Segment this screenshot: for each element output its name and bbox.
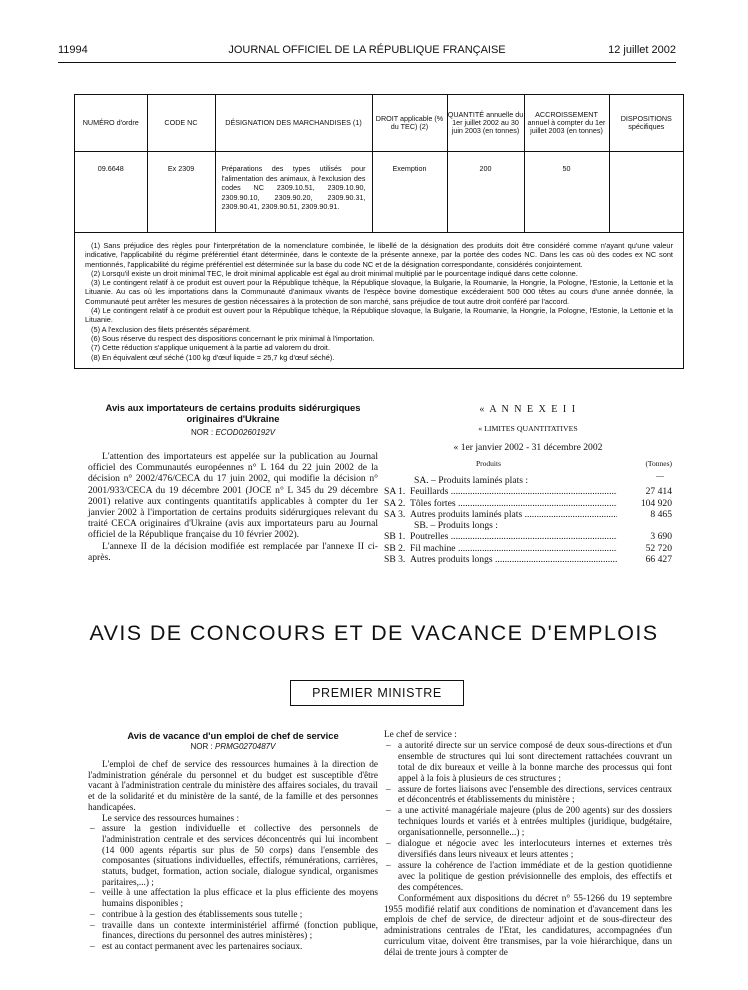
table-footnotes xyxy=(75,232,683,368)
chef-list xyxy=(384,741,672,894)
page-number: 11994 xyxy=(58,44,88,56)
paragraph: L'attention des importateurs est appelée sur la publication au Journal officiel des Communautés européennes n° L 164 du 22 juin 2002 de la décision n° 2002/476/CECA du 17 juin 2002, qui modifie la décision n° 2001/933/CECA du 19 décembre 2001 (JOCE n° L 345 du 29 décembre 2001) relative aux contingents quantitatifs applicables à compter du 1er janvier 2002 à l'importation de certains produits sidérurgiques relevant du traité CECA originaires d'Ukraine (avis aux importateurs paru au Journal officiel de la République française du 10 février 2002). xyxy=(88,451,378,541)
service-list xyxy=(88,824,378,952)
footnote: (4) Le contingent relatif à ce produit est ouvert pour la République tchèque, la République slovaque, la Bulgarie, la Roumanie, la Hongrie, la Pologne, l'Estonie, la Lettonie et la Lituanie. xyxy=(85,306,673,325)
list-item: – est au contact permanent avec les partenaires sociaux. xyxy=(88,942,378,953)
product-code: SB 2. xyxy=(384,542,406,554)
product-code: SB 1. xyxy=(384,531,406,543)
annexe-period: « 1er janvier 2002 - 31 décembre 2002 xyxy=(453,442,603,453)
footnote: (2) Lorsqu'il existe un droit minimal TEC, le droit minimal applicable est égal au droit minimal multiplié par le pourcentage indiqué dans cette colonne. xyxy=(91,268,578,278)
nor-code: PRMG0270487V xyxy=(214,742,276,751)
section-heading: SB. – Produits longs : xyxy=(414,520,498,532)
list-item xyxy=(384,509,672,520)
paragraph: L'emploi de chef de service des ressources humaines à la direction de l'administration générale du personnel et du budget est susceptible d'être vacant à l'administration centrale du ministère des affaires sociales, du travail et de la solidarité et du ministère de la santé, de la famille et des personnes handicapées. xyxy=(88,760,378,813)
avis-importateurs xyxy=(88,402,378,563)
product-code: SB 3. xyxy=(384,554,406,566)
publication-date: 12 juillet 2002 xyxy=(608,44,676,56)
table-header-cell: DROIT applicable (% du TEC) (2) xyxy=(372,95,447,152)
table-row xyxy=(75,152,683,233)
cell-code: Ex 2309 xyxy=(147,152,215,233)
table-header-cell: DISPOSITIONS spécifiques xyxy=(609,95,683,152)
table-header-cell: DÉSIGNATION DES MARCHANDISES (1) xyxy=(215,95,372,152)
list-item xyxy=(384,498,672,509)
table-header-cell: NUMÉRO d'ordre xyxy=(75,95,147,152)
avis-vacance-title: Avis de vacance d'un emploi de chef de service xyxy=(127,730,339,741)
page-header xyxy=(58,44,676,60)
list-item: – dialogue et négocie avec les interlocuteurs internes et externes très diversifiés dans leurs niveaux et leurs attentes ; xyxy=(384,839,672,861)
cell-numero: 09.6648 xyxy=(75,152,147,233)
product-value: 66 427 xyxy=(645,554,672,566)
section-heading: SA. – Produits laminés plats : xyxy=(414,475,529,486)
annexe-title: « A N N E X E I I xyxy=(479,404,577,415)
footnote: (8) En équivalent œuf séché (100 kg d'œuf liquide = 25,7 kg d'œuf séché). xyxy=(91,352,335,362)
annexe-ii xyxy=(384,404,672,565)
journal-title: JOURNAL OFFICIEL DE LA RÉPUBLIQUE FRANÇAISE xyxy=(228,44,506,56)
table-header-cell: CODE NC xyxy=(147,95,215,152)
cell-droit: Exemption xyxy=(372,152,447,233)
cell-quantite: 200 xyxy=(447,152,524,233)
product-label: Poutrelles ..... xyxy=(410,531,617,542)
list-item xyxy=(384,554,672,565)
list-item: – assure la gestion individuelle et collective des personnels de l'administration centrale et des services déconcentrés qui lui incombent (14 000 agents répartis sur plus de 50 corps) dans l'ensemble des composantes (situations individuelles, effectifs, rémunérations, carrières, statuts, budget, formation, action sociale, dialogue syndical, organismes paritaires,...) ; xyxy=(88,824,378,888)
avis-vacance-body xyxy=(88,760,378,953)
list-item xyxy=(384,543,672,554)
cell-accroissement: 50 xyxy=(524,152,609,233)
col-unit: (Tonnes) xyxy=(645,459,672,468)
paragraph: Conformément aux dispositions du décret n° 55-1266 du 19 septembre 1955 modifié relatif aux conditions de nomination et d'avancement dans les emplois de chef de service, de directeur adjoint et de sous-directeur des administrations centrales de l'Etat, les candidatures, accompagnées d'un curriculum vitae, doivent être transmises, par la voie hiérarchique, dans un délai de trente jours à compter de xyxy=(384,893,672,959)
product-value: 3 690 xyxy=(650,531,672,543)
nor-code: ECOD0260192V xyxy=(215,428,276,437)
cell-designation: Préparations des types utilisés pour l'alimentation des animaux, à l'exclusion des codes NC 2309.10.51, 2309.10.90, 2309.90.10, 2309.90.20, 2309.90.31, 2309.90.41, 2309.90.51, 2309.90.91. xyxy=(215,152,372,233)
annexe-subtitle: « LIMITES QUANTITATIVES xyxy=(478,424,578,433)
list-item xyxy=(384,531,672,542)
annexe-columns xyxy=(384,459,672,480)
chef-label: Le chef de service : xyxy=(384,730,457,740)
product-code: SA 2. xyxy=(384,497,406,509)
list-item: – contribue à la gestion des établissements sous tutelle ; xyxy=(88,910,378,921)
product-code: SA 1. xyxy=(384,486,406,498)
avis-importateurs-body xyxy=(88,451,378,563)
nor-line xyxy=(88,428,378,437)
quota-table xyxy=(74,94,684,369)
product-value: 104 920 xyxy=(640,497,672,509)
list-item: – a une activité managériale majeure (plus de 200 agents) sur des dossiers techniques lourds et variés et à entrées multiples (juridique, budgétaire, organisationnelle, personnelle...) ; xyxy=(384,806,672,839)
table-header-cell: QUANTITÉ annuelle du 1er juillet 2002 au 30 juin 2003 (en tonnes) xyxy=(447,95,524,152)
product-value: 27 414 xyxy=(645,486,672,498)
chef-body xyxy=(384,730,672,959)
footnote: (1) Sans préjudice des règles pour l'interprétation de la nomenclature combinée, le libellé de la désignation des produits doit être considéré comme n'ayant qu'une valeur indicative, l'applicabilité du régime préférentiel étant déterminée, dans le contexte de la présente annexe, par la portée des codes NC. Dans les cas où des codes ex NC sont mentionnés, l'applicabilité du régime préférentiel est déterminée sur la base du code NC et de la désignation correspondante, considérés conjointement. xyxy=(85,241,673,269)
chef-de-service xyxy=(384,730,672,959)
list-item: – assure la cohérence de l'action immédiate et de la gestion quotidienne avec la politique de gestion prévisionnelle des emplois, des effectifs et des compétences. xyxy=(384,861,672,894)
list-item: – travaille dans un contexte interministériel affirmé (fonction publique, finances, directions du personnel des autres ministères) ; xyxy=(88,921,378,942)
product-label: Fil machine ..... xyxy=(410,543,617,554)
list-item: – a autorité directe sur un service composé de deux sous-directions et d'un ensemble de structures qui lui sont directement rattachées couvrant un total de dix bureaux et veille à la bonne marche des processus qui font appel à la fois à plusieurs de ces structures ; xyxy=(384,741,672,785)
product-label: Autres produits laminés plats ..... xyxy=(410,509,617,520)
table-header-cell: ACCROISSEMENT annuel à compter du 1er juillet 2003 (en tonnes) xyxy=(524,95,609,152)
nor-line xyxy=(88,742,378,751)
paragraph: L'annexe II de la décision modifiée est remplacée par l'annexe II ci-après. xyxy=(88,540,378,563)
header-rule xyxy=(58,62,676,63)
product-code: SA 3. xyxy=(384,508,406,520)
footnote: (3) Le contingent relatif à ce produit est ouvert pour la République tchèque, la République slovaque, la Bulgarie, la Roumanie, la Hongrie, la Pologne, l'Estonie, la Lettonie et la Lituanie. Au cas où les importations dans la Communauté d'animaux vivants de l'espèce bovine domestique excéderaient 500 000 têtes au cours d'une année donnée, la Communauté peut arrêter les mesures de gestion nécessaires à la protection de son marché, sans préjudice de tout autre droit conféré par l'accord. xyxy=(85,278,673,306)
product-value: 8 465 xyxy=(650,508,672,520)
list-item: – assure de fortes liaisons avec l'ensemble des directions, services centraux et déconcentrés et établissements du ministère ; xyxy=(384,785,672,807)
product-value: 52 720 xyxy=(645,542,672,554)
footnote: (5) A l'exclusion des filets présentés séparément. xyxy=(91,324,251,334)
col-products: Produits xyxy=(476,459,502,468)
section-title: AVIS DE CONCOURS ET DE VACANCE D'EMPLOIS xyxy=(89,621,659,645)
avis-importateurs-title: Avis aux importateurs de certains produits sidérurgiques originaires d'Ukraine xyxy=(105,402,361,424)
product-label: Feuillards ..... xyxy=(410,486,617,497)
footnote: (6) Sous réserve du respect des dispositions concernant le prix minimal à l'importation. xyxy=(91,333,375,343)
list-item xyxy=(384,486,672,497)
product-label: Tôles fortes ..... xyxy=(410,498,617,509)
footnote: (7) Cette réduction s'applique uniquement à la partie ad valorem du droit. xyxy=(91,343,330,353)
avis-vacance xyxy=(88,730,378,953)
nor-label: NOR : xyxy=(190,428,214,437)
table-header-row xyxy=(75,95,683,152)
paragraph: Le service des ressources humaines : xyxy=(102,813,240,824)
list-item: – veille à une affectation la plus efficace et la plus efficiente des moyens humains disponibles ; xyxy=(88,888,378,909)
unit-dash: — xyxy=(656,471,664,480)
cell-dispositions xyxy=(609,152,683,233)
product-label: Autres produits longs ..... xyxy=(410,554,617,565)
product-list xyxy=(384,475,672,565)
nor-label: NOR : xyxy=(190,742,213,751)
ministry-heading: PREMIER MINISTRE xyxy=(290,680,464,706)
